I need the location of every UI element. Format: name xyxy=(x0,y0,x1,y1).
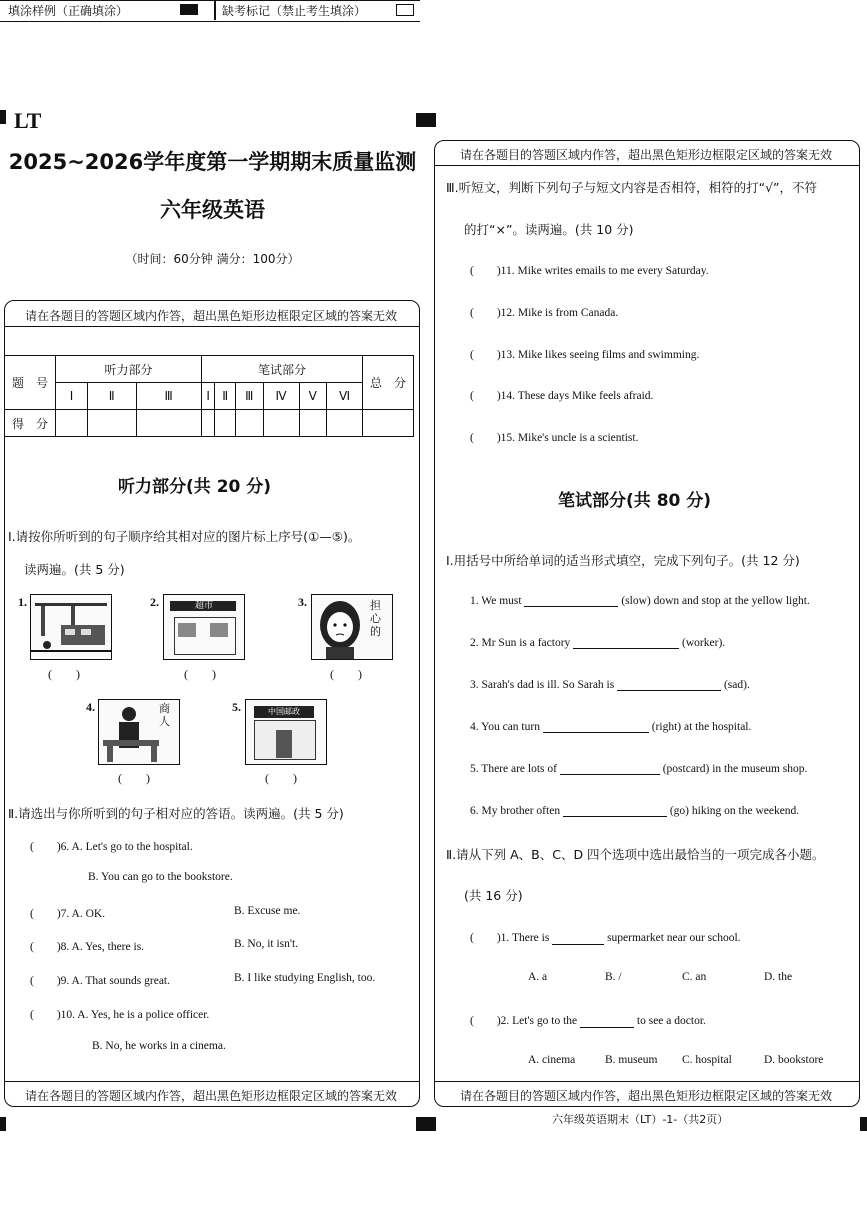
answer-blank[interactable] xyxy=(552,932,604,945)
score-cell[interactable] xyxy=(215,410,236,437)
fill-question-1 xyxy=(470,594,810,607)
question-text: in the museum shop. xyxy=(712,763,808,775)
picture-answer-paren[interactable]: ( ) xyxy=(265,771,297,785)
post-office-picture xyxy=(245,699,327,765)
registration-mark xyxy=(860,1117,867,1131)
answer-note-top-right: 请在各题目的答题区域内作答，超出黑色矩形边框限定区域的答案无效 xyxy=(459,148,832,162)
answer-note-bottom-right: 请在各题目的答题区域内作答，超出黑色矩形边框限定区域的答案无效 xyxy=(459,1089,832,1103)
score-table xyxy=(4,355,414,437)
question-6-option-b: B. You can go to the bookstore. xyxy=(88,871,233,883)
listening-part1-instruction: Ⅰ.请按你所听到的句子顺序给其相对应的图片标上序号(①—⑤)。 xyxy=(8,529,361,544)
question-text: 5. There are lots of xyxy=(470,763,557,775)
hint-word: (go) xyxy=(669,805,689,817)
question-7-option-b: B. Excuse me. xyxy=(234,905,301,917)
listening-part2-instruction: Ⅱ.请选出与你所听到的句子相对应的答语。读两遍。(共 5 分) xyxy=(8,806,344,821)
option-d[interactable]: D. bookstore xyxy=(764,1054,824,1066)
hint-word: (right) xyxy=(651,721,682,733)
businessman-picture xyxy=(98,699,180,765)
fill-row xyxy=(0,0,420,22)
train-station-picture xyxy=(30,594,112,660)
registration-mark xyxy=(0,110,6,124)
option-c[interactable]: C. hospital xyxy=(682,1054,732,1066)
question-text: at the hospital. xyxy=(683,721,752,733)
fill-question-2 xyxy=(470,636,725,649)
fill-question-6 xyxy=(470,804,799,817)
hint-word: (postcard) xyxy=(662,763,710,775)
answer-blank[interactable] xyxy=(580,1015,634,1028)
divider xyxy=(434,165,859,166)
fill-question-4 xyxy=(470,720,751,733)
score-cell[interactable] xyxy=(56,410,88,437)
question-8: ( )8. A. Yes, there is. xyxy=(30,941,145,953)
writing-header: 笔试部分 xyxy=(201,356,362,383)
question-15: ( )15. Mike's uncle is a scientist. xyxy=(470,432,639,444)
hint-word: (slow) xyxy=(621,595,651,607)
fill-question-5 xyxy=(470,762,807,775)
option-a[interactable]: A. cinema xyxy=(528,1054,576,1066)
right-answer-frame xyxy=(434,140,860,1107)
listening-part3-instruction-2: 的打“×”。读两遍。(共 10 分) xyxy=(464,222,634,237)
question-text: ( )1. There is xyxy=(470,932,550,944)
question-13: ( )13. Mike likes seeing films and swimming. xyxy=(470,349,700,361)
divider xyxy=(4,326,419,327)
registration-mark xyxy=(416,1117,436,1131)
picture-answer-paren[interactable]: ( ) xyxy=(48,667,80,681)
option-b[interactable]: B. museum xyxy=(605,1054,658,1066)
question-11: ( )11. Mike writes emails to me every Saturday. xyxy=(470,265,709,277)
paper-code: LT xyxy=(14,108,42,133)
option-a[interactable]: A. a xyxy=(528,971,548,983)
option-d[interactable]: D. the xyxy=(764,971,793,983)
listening-part1-instruction-2: 读两遍。(共 5 分) xyxy=(24,562,125,577)
worried-girl-picture xyxy=(311,594,393,660)
col-label: Ⅱ xyxy=(215,383,236,410)
question-10: ( )10. A. Yes, he is a police officer. xyxy=(30,1009,210,1021)
question-10-option-b: B. No, he works in a cinema. xyxy=(92,1040,226,1052)
time-info: （时间：60分钟 满分：100分） xyxy=(125,252,300,266)
supermarket-sign: 超市 xyxy=(194,601,213,611)
answer-note-top-left: 请在各题目的答题区域内作答，超出黑色矩形边框限定区域的答案无效 xyxy=(24,309,397,323)
question-text: hiking on the weekend. xyxy=(691,805,800,817)
picture-number: 5. xyxy=(232,700,241,714)
exam-title: 2025~2026学年度第一学期期末质量监测 xyxy=(8,150,417,174)
registration-mark xyxy=(416,113,436,127)
divider xyxy=(434,1081,859,1082)
question-text: 3. Sarah's dad is ill. So Sarah is xyxy=(470,679,615,691)
question-6: ( )6. A. Let's go to the hospital. xyxy=(30,841,193,853)
absent-mark-box[interactable] xyxy=(396,4,414,16)
question-12: ( )12. Mike is from Canada. xyxy=(470,307,619,319)
question-9: ( )9. A. That sounds great. xyxy=(30,975,171,987)
option-c[interactable]: C. an xyxy=(682,971,707,983)
score-cell[interactable] xyxy=(201,410,215,437)
answer-blank[interactable] xyxy=(563,804,667,817)
answer-blank[interactable] xyxy=(524,594,618,607)
question-text: supermarket near our school. xyxy=(607,932,741,944)
option-b[interactable]: B. / xyxy=(605,971,622,983)
question-8-option-b: B. No, it isn't. xyxy=(234,938,299,950)
question-text: ( )2. Let's go to the xyxy=(470,1015,578,1027)
writing-heading: 笔试部分(共 80 分) xyxy=(558,491,712,511)
score-cell[interactable] xyxy=(136,410,201,437)
picture-number: 2. xyxy=(150,595,159,609)
train-icon xyxy=(31,595,111,659)
picture-answer-paren[interactable]: ( ) xyxy=(330,667,362,681)
question-9-option-b: B. I like studying English, too. xyxy=(234,972,376,984)
col-label: Ⅲ xyxy=(235,383,263,410)
girl-icon xyxy=(312,595,368,659)
picture-number: 3. xyxy=(298,595,307,609)
col-label: Ⅵ xyxy=(326,383,362,410)
picture-number: 4. xyxy=(86,700,95,714)
choice-question-2 xyxy=(470,1012,706,1028)
filled-swatch-icon xyxy=(180,4,198,15)
question-text: down and stop at the yellow light. xyxy=(653,595,810,607)
question-text: 2. Mr Sun is a factory xyxy=(470,637,571,649)
score-label: 得 分 xyxy=(5,410,56,437)
supermarket-picture xyxy=(163,594,245,660)
divider xyxy=(214,0,216,20)
score-cell[interactable] xyxy=(299,410,326,437)
businessman-label: 商人 xyxy=(159,702,170,728)
col-label: Ⅲ xyxy=(136,383,201,410)
registration-mark xyxy=(0,1117,6,1131)
score-cell[interactable] xyxy=(87,410,136,437)
col-label: Ⅱ xyxy=(87,383,136,410)
answer-blank[interactable] xyxy=(617,678,721,691)
total-score-cell[interactable] xyxy=(363,410,414,437)
col-label: Ⅰ xyxy=(201,383,215,410)
writing-part1-instruction: Ⅰ.用括号中所给单词的适当形式填空，完成下列句子。(共 12 分) xyxy=(446,553,800,568)
listening-header: 听力部分 xyxy=(56,356,202,383)
writing-part2-instruction: Ⅱ.请从下列 A、B、C、D 四个选项中选出最恰当的一项完成各小题。 xyxy=(446,847,825,862)
listening-part3-instruction: Ⅲ.听短文，判断下列句子与短文内容是否相符，相符的打“√”，不符 xyxy=(446,180,818,195)
picture-answer-paren[interactable]: ( ) xyxy=(118,771,150,785)
question-7: ( )7. A. OK. xyxy=(30,908,106,920)
question-text: to see a doctor. xyxy=(636,1015,706,1027)
post-office-sign: 中国邮政 xyxy=(260,707,308,717)
choice-question-1 xyxy=(470,929,741,945)
fill-question-3 xyxy=(470,678,750,691)
score-cell[interactable] xyxy=(235,410,263,437)
answer-blank[interactable] xyxy=(560,762,660,775)
divider xyxy=(4,1081,419,1082)
answer-note-bottom-left: 请在各题目的答题区域内作答，超出黑色矩形边框限定区域的答案无效 xyxy=(24,1089,397,1103)
hint-word: (worker). xyxy=(682,637,726,649)
answer-blank[interactable] xyxy=(573,636,679,649)
item-number-label: 题 号 xyxy=(5,356,56,410)
absent-mark-label: 缺考标记（禁止考生填涂） xyxy=(222,4,367,18)
worried-label: 担心的 xyxy=(370,599,381,638)
col-label: Ⅳ xyxy=(263,383,299,410)
question-text: 4. You can turn xyxy=(470,721,540,733)
question-14: ( )14. These days Mike feels afraid. xyxy=(470,390,654,402)
subject-title: 六年级英语 xyxy=(160,198,265,222)
col-label: Ⅰ xyxy=(56,383,88,410)
score-cell[interactable] xyxy=(263,410,299,437)
question-text: 1. We must xyxy=(470,595,522,607)
listening-heading: 听力部分(共 20 分) xyxy=(118,477,272,497)
writing-part2-instruction-2: (共 16 分) xyxy=(464,888,523,903)
fill-example-label: 填涂样例（正确填涂） xyxy=(8,4,129,18)
score-cell[interactable] xyxy=(326,410,362,437)
hint-word: (sad). xyxy=(723,679,750,691)
answer-blank[interactable] xyxy=(543,720,649,733)
question-text: 6. My brother often xyxy=(470,805,561,817)
total-label: 总 分 xyxy=(363,356,414,410)
col-label: Ⅴ xyxy=(299,383,326,410)
picture-answer-paren[interactable]: ( ) xyxy=(184,667,216,681)
picture-number: 1. xyxy=(18,595,27,609)
page-footer: 六年级英语期末（LT）-1-（共2页） xyxy=(552,1113,729,1126)
